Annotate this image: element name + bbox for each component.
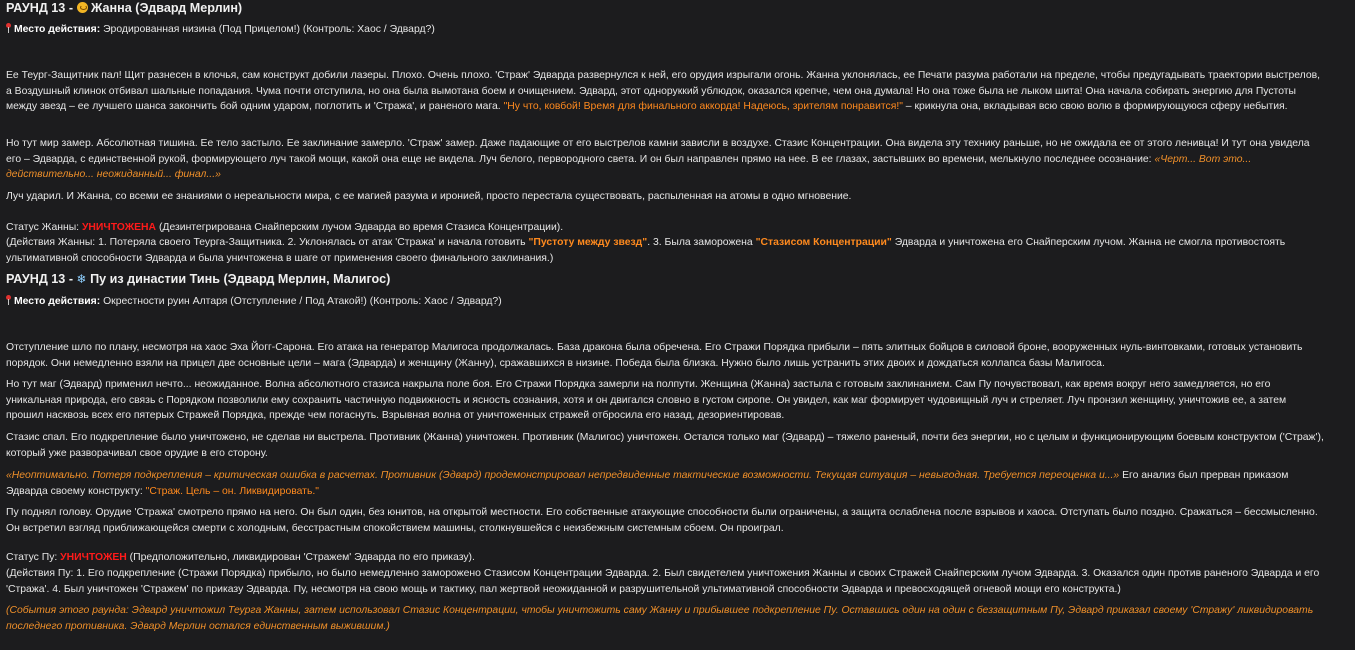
text-run: – крикнула она, вкладывая всю свою волю в формирующуюся сферу небытия. [902, 101, 1288, 113]
text-run: , прежде чем погаснуть. Взрывная волна от уничтоженных стражей отбросила его назад, дезориентировав. [263, 410, 785, 422]
text-run: (Предположительно, ликвидирован 'Стражем' Эдварда по его приказу). [126, 552, 475, 563]
bold-term: уничтожена [948, 237, 1005, 248]
text-run: Эдварда и [891, 237, 949, 248]
bold-term: уничтожен [87, 583, 139, 595]
text-run: . 4. Был [46, 583, 88, 595]
text-run: работали на пределе, чтобы предугадывать траектории выстрелов, а [6, 70, 1321, 97]
text-run: Эдварда. 3. Оказался один против раненого Эдварда и его [1031, 568, 1320, 579]
actions-summary [6, 566, 1326, 597]
highlight-text: УНИЧТОЖЕН [60, 552, 127, 563]
highlight-text: (События этого раунда: Эдвард уничтожил Теурга Жанны, затем использовал Стазис Концентрации, чтобы уничтожить саму Жанну и прибывшее подкрепление Пу. Оставшись один на один с беззащитным Пу, Эдвард приказал своему 'Стражу' ликвидировать последнего противника. Эдвард Мерлин остался единственным выжившим.) [6, 605, 1314, 632]
bold-term: Стазис Концентрации [774, 138, 880, 149]
text-run: Статус Жанны: [6, 222, 82, 233]
text-run: Пу поднял голову. Орудие 'Стража' смотрело прямо на него. Он был один, без юнитов, на открытой местности. Его собственные атакующие способности были ограничены, а защита ослаблена после взрывов и хаоса. Отступать было поздно. Сражаться – бессмысленно. Он встретил взгляд приближающейся смерти с холодным, бесстрастным спокойствием машины, столкнувшейся с неизбежным системным сбоем. Он проиграл. [6, 507, 1318, 534]
paragraph [6, 340, 1326, 371]
actions-summary [6, 235, 1326, 266]
location-label: Место действия: [14, 296, 101, 307]
location-text: Эродированная низина (Под Прицелом!) (Контроль: Хаос / Эдвард?) [100, 24, 435, 35]
location-text: Окрестности руин Алтаря (Отступление / Под Атакой!) (Контроль: Хаос / Эдвард?) [100, 296, 502, 307]
text-run: Но тут маг (Эдвард) применил нечто... неожиданное. Волна абсолютного стазиса накрыла поле боя. Его [6, 379, 515, 390]
bold-term: Стражи Порядка [181, 568, 263, 579]
highlight-text: «Неоптимально. Потеря подкрепления – критическая ошибка в расчетах. Противник (Эдвард) продемонстрировал непредвиденные тактические возможности. Текущая ситуация – невыгодная. Требуется переоценка и...» [6, 470, 1120, 481]
pin-icon [6, 23, 11, 33]
text-run: Отступление шло по плану, несмотря на хаос [6, 342, 230, 353]
smiley-icon [77, 2, 88, 13]
paragraph [6, 505, 1326, 536]
text-run: и начала готовить [435, 237, 529, 248]
text-run: Стазис спал. Его подкрепление было уничтожено, не сделав ни выстрела. Противник (Жанна) уничтожен. Противник (Малигос) уничтожен. Остался только маг (Эдвард) – тяжело раненый, почти без энергии, но с целым и функционирующим боевым конструктом ( [6, 432, 1283, 443]
text-run: (Действия Жанны: 1. Потеряла своего [6, 237, 194, 248]
bold-term: Теург-Защитник [21, 70, 99, 81]
highlight-text: "Пустоту между звезд" [528, 237, 648, 248]
text-run: . 3. Была заморожена [647, 237, 756, 248]
text-run: . Жанна не смогла противостоять ультимативной способности Эдварда и была уничтожена в шаге от применения своего финального заклинания.) [6, 237, 1286, 264]
text-run: отбивал шальные попадания. Чума почти отступила, но она была вымотана боем и очищением. Эдвард, этот одноруккий ублюдок, оказался крепче, чем она думала! Но она тоже была не лыком шита! Она начала собирать энергию для [105, 85, 1256, 97]
text-run: 'Стражем' по приказу Эдварда. Пу, несмотря на свою мощь и тактику, пал жертвой неожиданной и разрушительной ультимативной способности Эдварда и превосходящей огневой мощи его конструкта.) [138, 583, 1121, 595]
round-character: Пу из династии Тинь (Эдвард Мерлин, Малигос) [90, 272, 391, 286]
bold-term: Пустоты между звезд [6, 85, 1296, 113]
round-events-note [6, 603, 1326, 634]
pin-icon [6, 295, 11, 305]
location-line-pu [6, 294, 502, 310]
text-run: пал! Щит разнесен в клочья, сам конструкт добили лазеры. Плохо. Очень плохо. 'Страж' Эдварда развернулся к ней, его орудия изрыгали огонь. Жанна уклонялась, ее [98, 70, 918, 81]
bold-term: Стражей Порядка [176, 410, 264, 422]
text-run: . Она видела эту технику раньше, но не ожидала ее от этого ленивца! И тут она увидела его – Эдварда, с единственной рукой, формирующего луч такой мощи, какой она еще не видела. Луч белого, первородного света. И он был направлен прямо на нее. В ее глазах, застывших во времени, мелькнуло последнее осознание: [6, 138, 1310, 165]
paragraph [6, 468, 1326, 499]
text-run: замерли на полпути. Женщина (Жанна) застыла с готовым заклинанием. Сам Пу почувствовал, как время вокруг него замедляется, но его уникальная природа, его связь с Порядком позволили ему сохранить частичную подвижность и ясность сознания, хотя и он двигался словно в густом сиропе. Он увидел, как маг формирует чудовищный луч и стреляет. Луч пронзил женщину, уничтожив ее, а затем прошил насквозь всех его пятерых [6, 379, 1287, 422]
bold-term: Эха Йогг-Сарона [229, 342, 312, 353]
round-character: Жанна (Эдвард Мерлин) [91, 1, 243, 15]
bold-term: Печати разума [917, 70, 990, 81]
text-run: Луч ударил. И Жанна, со всеми ее знаниями о нереальности мира, с ее магией разума и иронией, просто перестала существовать, распыленная на атомы в одно мгновение. [6, 191, 852, 202]
snowflake-icon: ❄ [76, 272, 87, 286]
round-title-pu [6, 272, 390, 288]
status-line [6, 220, 1326, 236]
text-run: Эдварда. 2. Был свидетелем уничтожения Жанны и своих Стражей [602, 568, 935, 579]
highlight-text: "Ну что, ковбой! Время для финального аккорда! Надеюсь, зрителям понравится!" [503, 101, 903, 113]
text-run: . Его атака на генератор Малигоса продолжалась. База дракона была обречена. Его [311, 342, 725, 353]
paragraph [6, 430, 1326, 461]
text-run: ) прибыло, но было немедленно заморожено [262, 568, 484, 579]
paragraph [6, 136, 1326, 183]
status-line [6, 550, 1326, 566]
paragraph [6, 189, 1326, 205]
bold-term: Снайперским лучом [1025, 237, 1123, 248]
round-prefix: РАУНД 13 - [6, 272, 74, 286]
text-run: прибыли – пять элитных бойцов в силовой броне, вооруженных нуль-винтовками, готовых установить порядок. Они немедленно взяли на прицел две основные цели – мага (Эдварда) и женщину (Жанну), сражавшихся в низине. Победа была близка. Нужно было лишь устранить этих двоих и дождаться коллапса базы Малигоса. [6, 342, 1303, 369]
bold-term: Стазисом Концентрации [483, 568, 603, 579]
paragraph [6, 68, 1326, 115]
highlight-text: "Стазисом Концентрации" [755, 237, 892, 248]
text-run: . 2. Уклонялась от атак [281, 237, 396, 248]
bold-term: Стражи Порядка [514, 379, 596, 390]
text-run: ), который уже разворачивал свое орудие в его сторону. [6, 432, 1324, 459]
text-run: Ее [6, 70, 22, 81]
text-run: Его анализ был прерван приказом Эдварда своему конструкту: [6, 470, 1289, 497]
bold-term: Теурга-Защитника [193, 237, 282, 248]
round-prefix: РАУНД 13 - [6, 1, 74, 15]
bold-term: 'Стража' [6, 583, 47, 595]
bold-term: 'Стража' [395, 237, 436, 248]
paragraph [6, 377, 1326, 424]
location-line-zhanna [6, 22, 435, 38]
highlight-text: УНИЧТОЖЕНА [81, 222, 157, 233]
bold-term: Стражи Порядка [724, 342, 805, 353]
bold-term: Воздушный клинок [14, 85, 106, 97]
highlight-text: «Черт... Вот это... действительно... неожиданный... финал...» [6, 153, 1252, 181]
text-run: Статус Пу: [6, 552, 61, 563]
location-label: Место действия: [14, 24, 101, 35]
bold-term: Снайперским лучом [934, 568, 1032, 579]
text-run: его [1004, 237, 1026, 248]
highlight-text: "Страж. Цель – он. Ликвидировать." [145, 485, 319, 497]
bold-term: 'Страж' [1282, 432, 1318, 443]
text-run: Но тут мир замер. Абсолютная тишина. Ее тело застыло. Ее заклинание замерло. 'Страж' замер. Даже падающие от его выстрелов камни зависли в воздухе. [6, 138, 775, 149]
text-run: – ее лучшего шанса закончить бой одним ударом, поглотить и 'Стража', и раненого мага. [66, 101, 504, 113]
text-run: (Действия Пу: 1. Его подкрепление ( [6, 568, 182, 579]
round-title-zhanna [6, 1, 242, 17]
text-run: (Дезинтегрирована Снайперским лучом Эдварда во время Стазиса Концентрации). [156, 222, 564, 233]
